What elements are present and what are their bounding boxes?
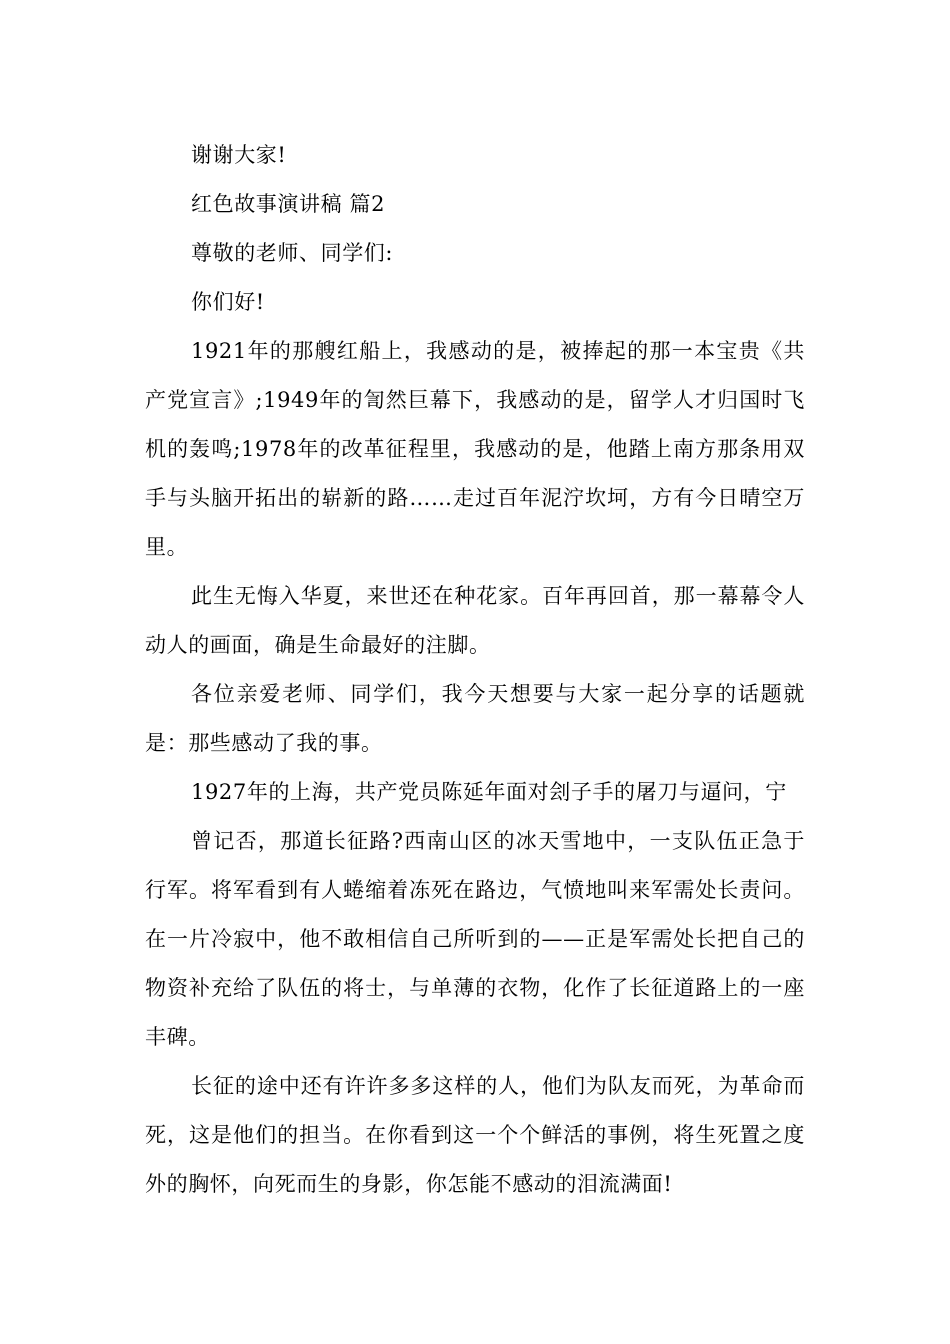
paragraph-1921: 1921年的那艘红船上，我感动的是，被捧起的那一本宝贵《共产党宣言》;1949年的訇然巨幕下，我感动的是，留学人才归国时飞机的轰鸣;1978年的改革征程里，我感动的是，他踏上南方那条用双手与头脑开拓出的崭新的路……走过百年泥泞坎坷，方有今日晴空万里。 xyxy=(145,339,805,559)
paragraph-heroes: 长征的途中还有许许多多这样的人，他们为队友而死，为革命而死，这是他们的担当。在你看到这一个个鲜活的事例，将生死置之度外的胸怀，向死而生的身影，你怎能不感动的泪流满面! xyxy=(145,1074,805,1196)
document-body xyxy=(145,131,805,1209)
paragraph-huaxia: 此生无悔入华夏，来世还在种花家。百年再回首，那一幕幕令人动人的画面，确是生命最好的注脚。 xyxy=(145,584,805,657)
closing-thanks: 谢谢大家! xyxy=(191,143,287,167)
greeting: 你们好! xyxy=(191,290,265,314)
paragraph-long-march: 曾记否，那道长征路?西南山区的冰天雪地中，一支队伍正急于行军。将军看到有人蜷缩着冻死在路边，气愤地叫来军需处长责问。在一片冷寂中，他不敢相信自己所听到的——正是军需处长把自己的物资补充给了队伍的将士，与单薄的衣物，化作了长征道路上的一座丰碑。 xyxy=(145,829,805,1049)
salutation: 尊敬的老师、同学们: xyxy=(191,241,394,265)
paragraph-1927: 1927年的上海，共产党员陈延年面对刽子手的屠刀与逼问，宁 xyxy=(191,780,787,804)
section-title: 红色故事演讲稿 篇2 xyxy=(191,192,386,216)
paragraph-topic: 各位亲爱老师、同学们，我今天想要与大家一起分享的话题就是：那些感动了我的事。 xyxy=(145,682,805,755)
